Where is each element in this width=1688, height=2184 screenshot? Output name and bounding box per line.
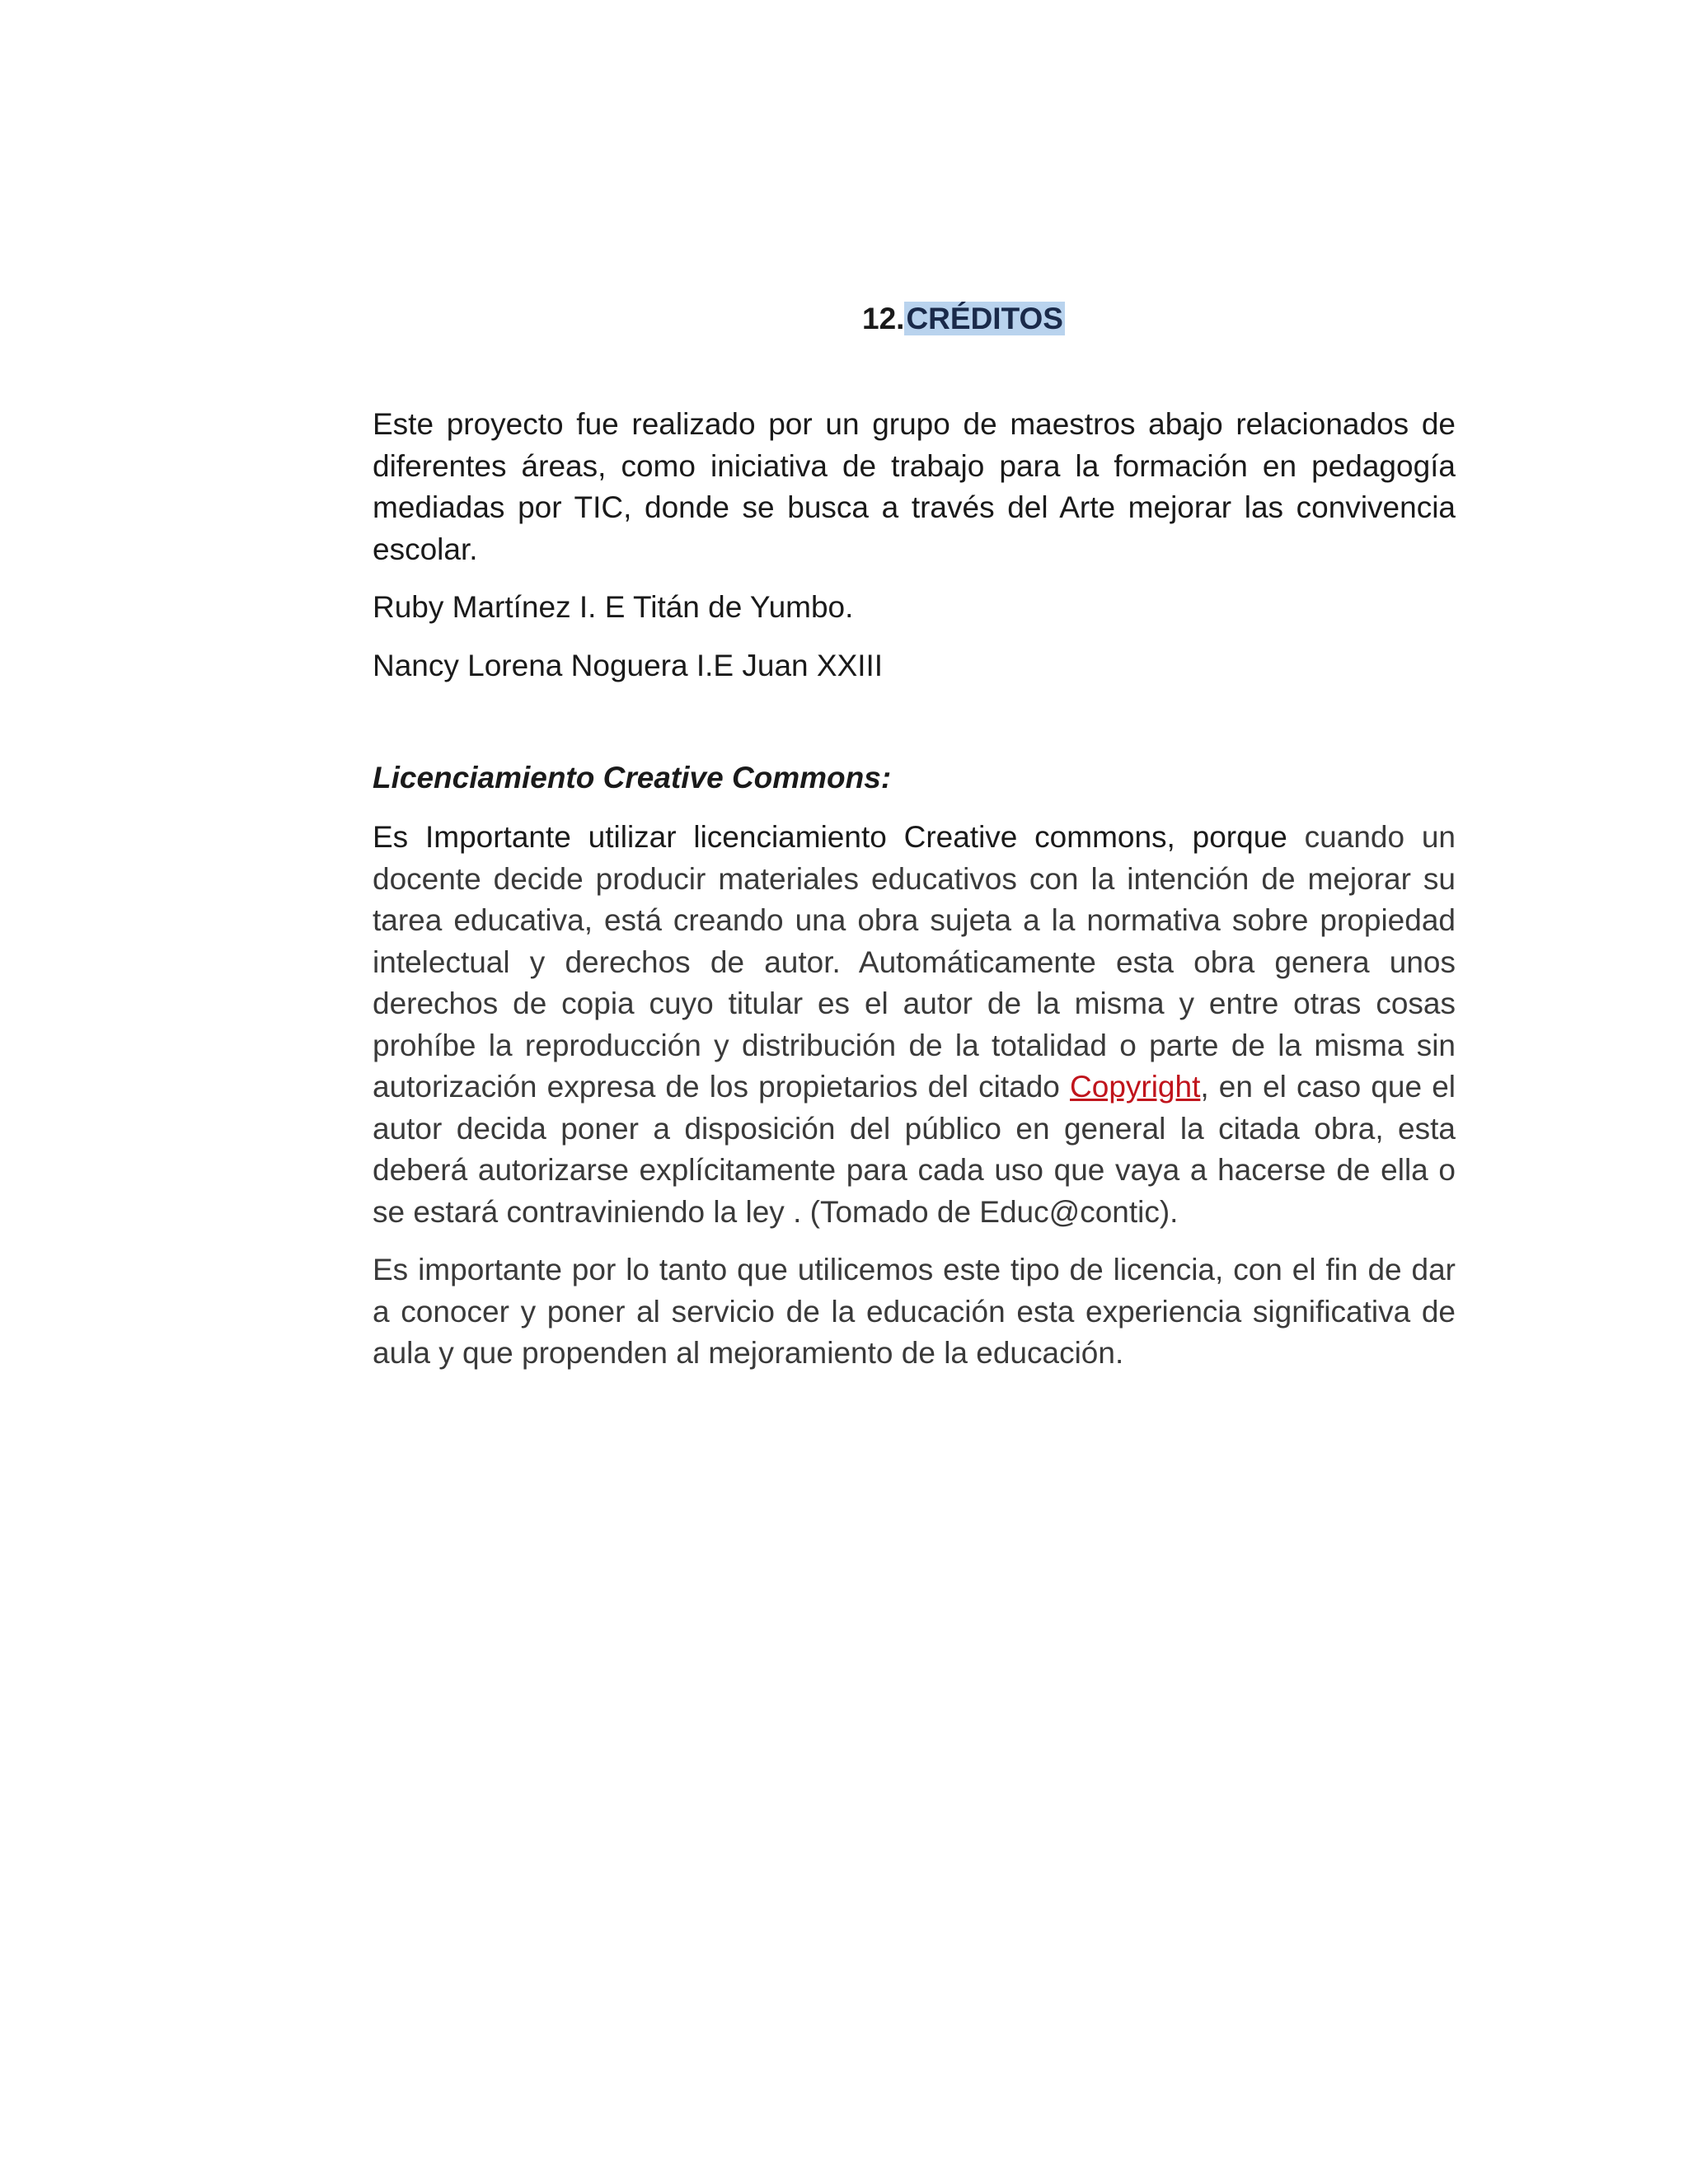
author-line: Ruby Martínez I. E Titán de Yumbo. bbox=[373, 590, 854, 624]
license-paragraph bbox=[373, 817, 1456, 1233]
author-line: Nancy Lorena Noguera I.E Juan XXIII bbox=[373, 648, 884, 682]
section-heading bbox=[373, 297, 1456, 341]
page-content bbox=[373, 297, 1456, 1375]
intro-paragraph: Este proyecto fue realizado por un grupo de maestros abajo relacionados de diferentes áreas, como iniciativa de trabajo para la formación en pedagogía mediadas por TIC, donde se busca a través del Arte mejorar las convivencia escolar. bbox=[373, 407, 1456, 566]
section-number: 12. bbox=[862, 302, 905, 335]
license-paragraph-text: cuando un docente decide producir materiales educativos con la intención de mejorar su tarea educativa, está creando una obra sujeta a la normativa sobre propiedad intelectual y derechos de autor. Automáticamente esta obra genera unos derechos de copia cuyo titular es el autor de la misma y entre otras cosas prohíbe la reproducción y distribución de la totalidad o parte de la misma sin autorización expresa de los propietarios del citado bbox=[373, 820, 1456, 1104]
section-title[interactable]: CRÉDITOS bbox=[906, 302, 1063, 335]
closing-paragraph: Es importante por lo tanto que utilicemos este tipo de licencia, con el fin de dar a conocer y poner al servicio de la educación esta experiencia significativa de aula y que propenden al mejoramiento de la educación. bbox=[373, 1253, 1456, 1370]
license-paragraph-lead: Es Importante utilizar licenciamiento Creative commons, porque bbox=[373, 820, 1287, 854]
license-heading: Licenciamiento Creative Commons: bbox=[373, 761, 892, 794]
copyright-link[interactable]: Copyright bbox=[1070, 1070, 1201, 1104]
license-paragraph-text-end: , en el caso que el autor decida poner a disposición del público en general la citada obra, esta deberá autorizarse explícitamente para cada uso que vaya a hacerse de ella o se estará contraviniendo la ley . (Tomado de Educ@contic). bbox=[373, 1070, 1456, 1229]
